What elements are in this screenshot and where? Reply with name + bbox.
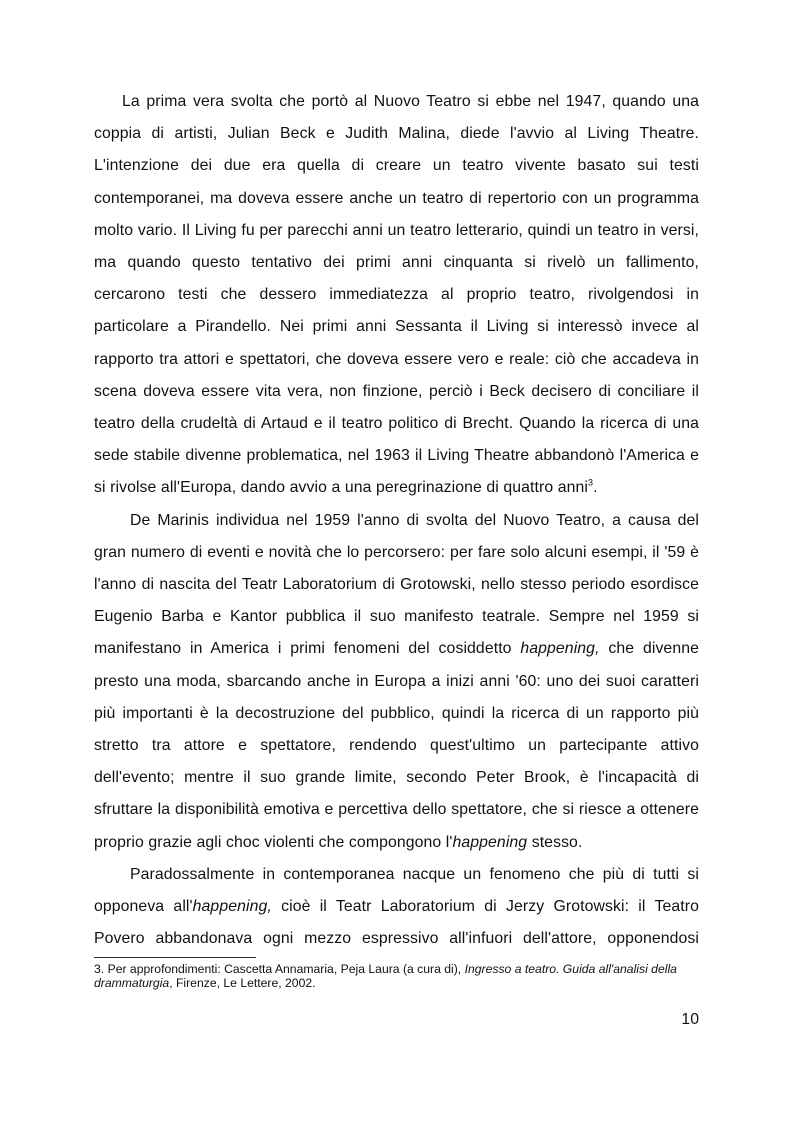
paragraph-grotowski: Paradossalmente in contemporanea nacque un fenomeno che più di tutti si opponeva all'happening, cioè il Teatr Laboratorium di Jerzy Grotowski: il Teatro Povero abbandonava ogni mezzo espressivo all'infuori dell'attore, opponendosi — [94, 865, 699, 948]
emphasis-happening-2: happening — [452, 833, 528, 851]
body-text — [94, 86, 699, 955]
paragraph-de-marinis: De Marinis individua nel 1959 l'anno di svolta del Nuovo Teatro, a causa del gran numero di eventi e novità che lo percorsero: per fare solo alcuni esempi, il '59 è l'anno di nascita del Teatr Laboratorium di Grotowski, nello stesso periodo esordisce Eugenio Barba e Kantor pubblica il suo manifesto teatrale. Sempre nel 1959 si manifestano in America i primi fenomeni del cosiddetto happening, che divenne presto una moda, sbarcando anche in Europa a inizi anni '60: uno dei suoi caratteri più importanti è la decostruzione del pubblico, quindi la ricerca di un rapporto più stretto tra attore e spettatore, rendendo quest'ultimo un partecipante attivo dell'evento; mentre il suo grande limite, secondo Peter Brook, è l'incapacità di sfruttare la disponibilità emotiva e percettiva dello spettatore, che si riesce a ottenere proprio grazie agli choc violenti che compongono l'happening stesso. — [94, 511, 699, 851]
footnote-ref[interactable]: 3 — [588, 478, 594, 489]
footnote-number: 3. — [94, 962, 105, 976]
footnote-book-title: Ingresso a teatro. Guida all'analisi della drammaturgia — [94, 962, 677, 990]
footnote: 3. Per approfondimenti: Cascetta Annamaria, Peja Laura (a cura di), Ingresso a teatro. Guida all'analisi della drammaturgia, Firenze, Le Lettere, 2002. — [94, 962, 677, 990]
emphasis-happening-3: happening, — [192, 898, 272, 916]
paragraph-living-theatre: La prima vera svolta che portò al Nuovo Teatro si ebbe nel 1947, quando una coppia di artisti, Julian Beck e Judith Malina, diede l'avvio al Living Theatre. L'intenzione dei due era quella di creare un teatro vivente basato sui testi contemporanei, ma doveva essere anche un teatro di repertorio con un programma molto vario. Il Living fu per parecchi anni un teatro letterario, quindi un teatro in versi, ma quando questo tentativo dei primi anni cinquanta si rivelò un fallimento, cercarono testi che dessero immediatezza al proprio teatro, rivolgendosi in particolare a Pirandello. Nei primi anni Sessanta il Living si interessò invece al rapporto tra attori e spettatori, che doveva essere vero e reale: ciò che accadeva in scena doveva essere vita vera, non finzione, perciò i Beck decisero di conciliare il teatro della crudeltà di Artaud e il teatro politico di Brecht. Quando la ricerca di una sede stabile divenne problematica, nel 1963 il Living Theatre abbandonò l'America e si rivolse all'Europa, dando avvio a una peregrinazione di quattro anni$^3$. — [94, 93, 699, 497]
footnote-separator — [94, 957, 256, 958]
emphasis-happening: happening, — [520, 640, 600, 658]
page-number: 10 — [681, 1011, 699, 1028]
